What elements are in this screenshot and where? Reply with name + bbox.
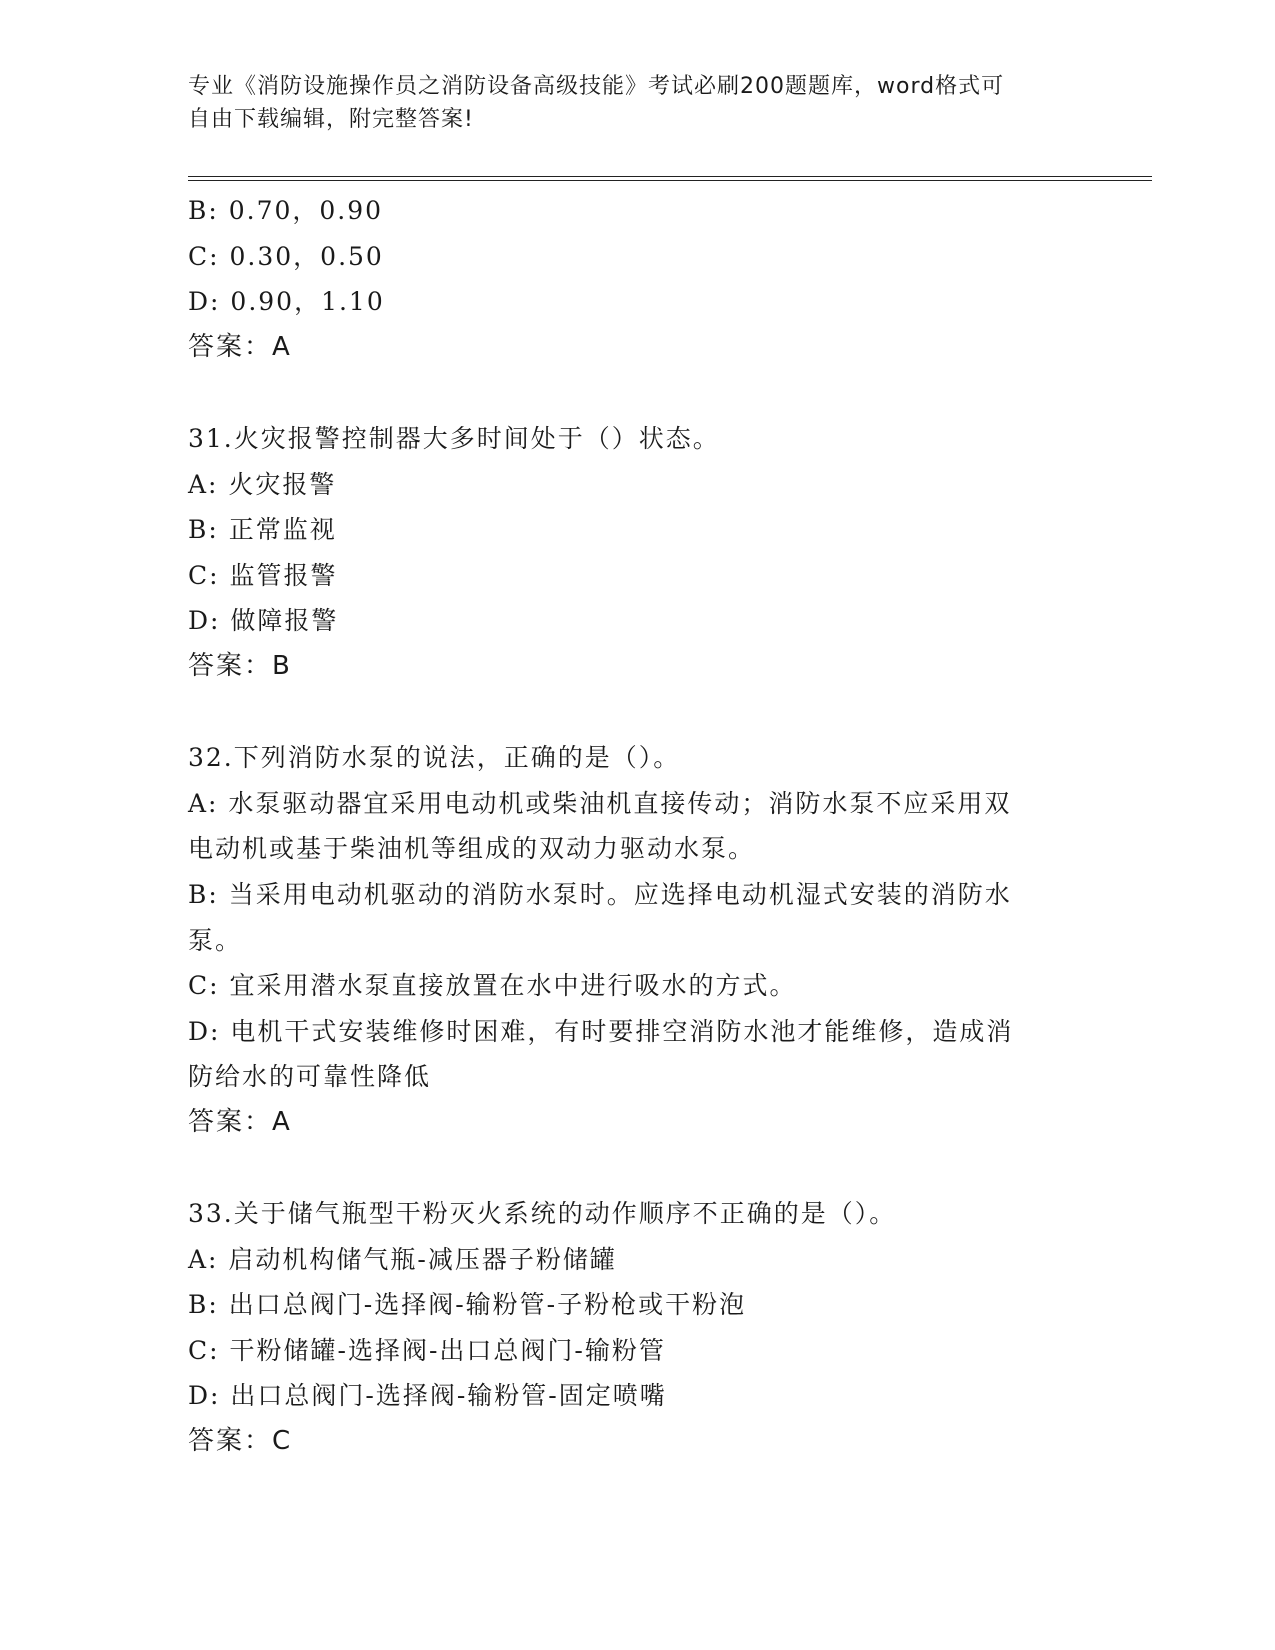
answer-line: 答案：A bbox=[188, 331, 292, 362]
question-32 bbox=[188, 735, 1088, 1145]
option-b: B: 0.70，0.90 bbox=[188, 196, 384, 225]
option-d-line-1: D: 电机干式安装维修时困难，有时要排空消防水池才能维修，造成消 bbox=[188, 1016, 1014, 1046]
option-a: A: 启动机构储气瓶-减压器子粉储罐 bbox=[188, 1244, 617, 1274]
spacer bbox=[188, 370, 1088, 416]
option-a-line-2: 电动机或基于柴油机等组成的双动力驱动水泵。 bbox=[188, 834, 756, 864]
question-33 bbox=[188, 1191, 1088, 1465]
option-d: D: 做障报警 bbox=[188, 606, 339, 636]
header-line-1: 专业《消防设施操作员之消防设备高级技能》考试必刷200题题库，word格式可 bbox=[188, 74, 1005, 99]
option-c: C: 干粉储罐-选择阀-出口总阀门-输粉管 bbox=[188, 1335, 666, 1365]
answer-line: 答案：A bbox=[188, 1106, 292, 1137]
header-divider bbox=[188, 176, 1152, 181]
option-c: C: 监管报警 bbox=[188, 560, 338, 590]
question-list bbox=[188, 188, 1088, 1465]
spacer bbox=[188, 690, 1088, 736]
option-b: B: 正常监视 bbox=[188, 515, 337, 545]
answer-line: 答案：B bbox=[188, 650, 292, 681]
question-31 bbox=[188, 416, 1088, 690]
header-line-2: 自由下载编辑，附完整答案! bbox=[188, 107, 474, 132]
answer-line: 答案：C bbox=[188, 1426, 293, 1457]
option-b: B: 出口总阀门-选择阀-输粉管-子粉枪或干粉泡 bbox=[188, 1290, 747, 1320]
question-stem: 31.火灾报警控制器大多时间处于（）状态。 bbox=[188, 423, 720, 453]
option-d: D: 0.90，1.10 bbox=[188, 287, 385, 317]
option-c: C: 宜采用潜水泵直接放置在水中进行吸水的方式。 bbox=[188, 971, 797, 1001]
option-c: C: 0.30，0.50 bbox=[188, 241, 384, 271]
page-header bbox=[188, 70, 1088, 136]
option-a-line-1: A: 水泵驱动器宜采用电动机或柴油机直接传动；消防水泵不应采用双 bbox=[188, 788, 1012, 818]
option-d: D: 出口总阀门-选择阀-输粉管-固定喷嘴 bbox=[188, 1381, 667, 1411]
question-stem: 32.下列消防水泵的说法，正确的是（）。 bbox=[188, 743, 681, 773]
question-stem: 33.关于储气瓶型干粉灭火系统的动作顺序不正确的是（）。 bbox=[188, 1199, 897, 1229]
spacer bbox=[188, 1145, 1088, 1191]
option-a: A: 火灾报警 bbox=[188, 469, 337, 499]
option-b-line-2: 泵。 bbox=[188, 925, 243, 955]
option-d-line-2: 防给水的可靠性降低 bbox=[188, 1062, 432, 1092]
prev-question-block bbox=[188, 188, 1088, 370]
option-b-line-1: B: 当采用电动机驱动的消防水泵时。应选择电动机湿式安装的消防水 bbox=[188, 879, 1012, 909]
